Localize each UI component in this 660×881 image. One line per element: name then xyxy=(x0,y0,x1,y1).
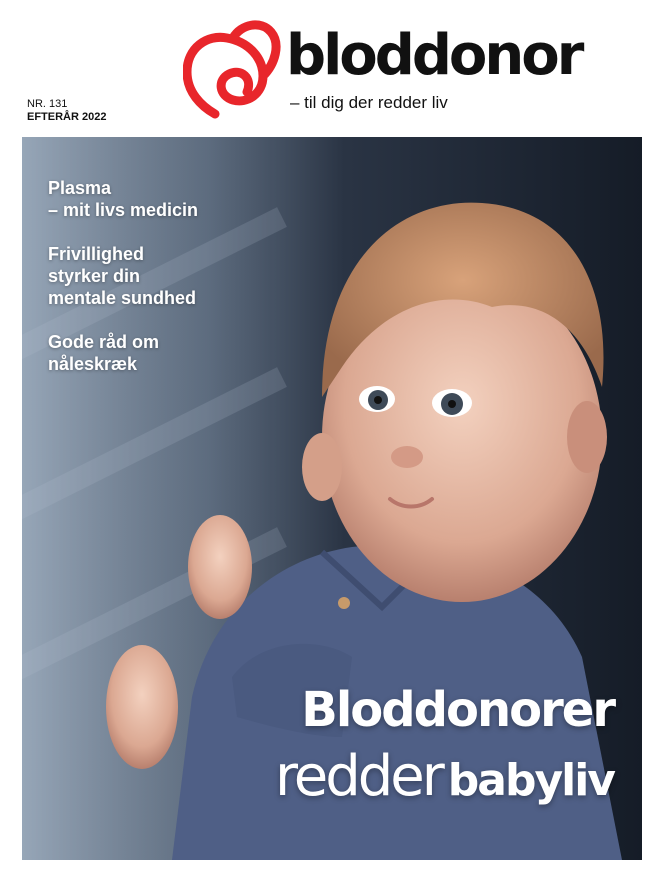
issue-number: NR. 131 xyxy=(27,98,68,110)
brand-tagline: – til dig der redder liv xyxy=(290,93,448,112)
cover-photo xyxy=(22,137,642,860)
issue-season: EFTERÅR 2022 xyxy=(27,111,107,123)
issue-info xyxy=(27,98,106,124)
cover-headline-line2 xyxy=(275,744,614,809)
cover-headline-line1: Bloddonorer xyxy=(301,682,614,738)
coverline-volunteering: Frivillighed styrker din mentale sundhed xyxy=(48,244,197,308)
coverline-needle-fear: Gode råd om nåleskræk xyxy=(48,332,160,374)
coverline-plasma: Plasma – mit livs medicin xyxy=(48,178,199,220)
headline-thin-word: redder xyxy=(274,744,442,809)
headline-bold-word: babyliv xyxy=(447,755,614,806)
heart-drop-logo-icon xyxy=(183,18,283,130)
brand-name: bloddonor xyxy=(286,23,582,88)
